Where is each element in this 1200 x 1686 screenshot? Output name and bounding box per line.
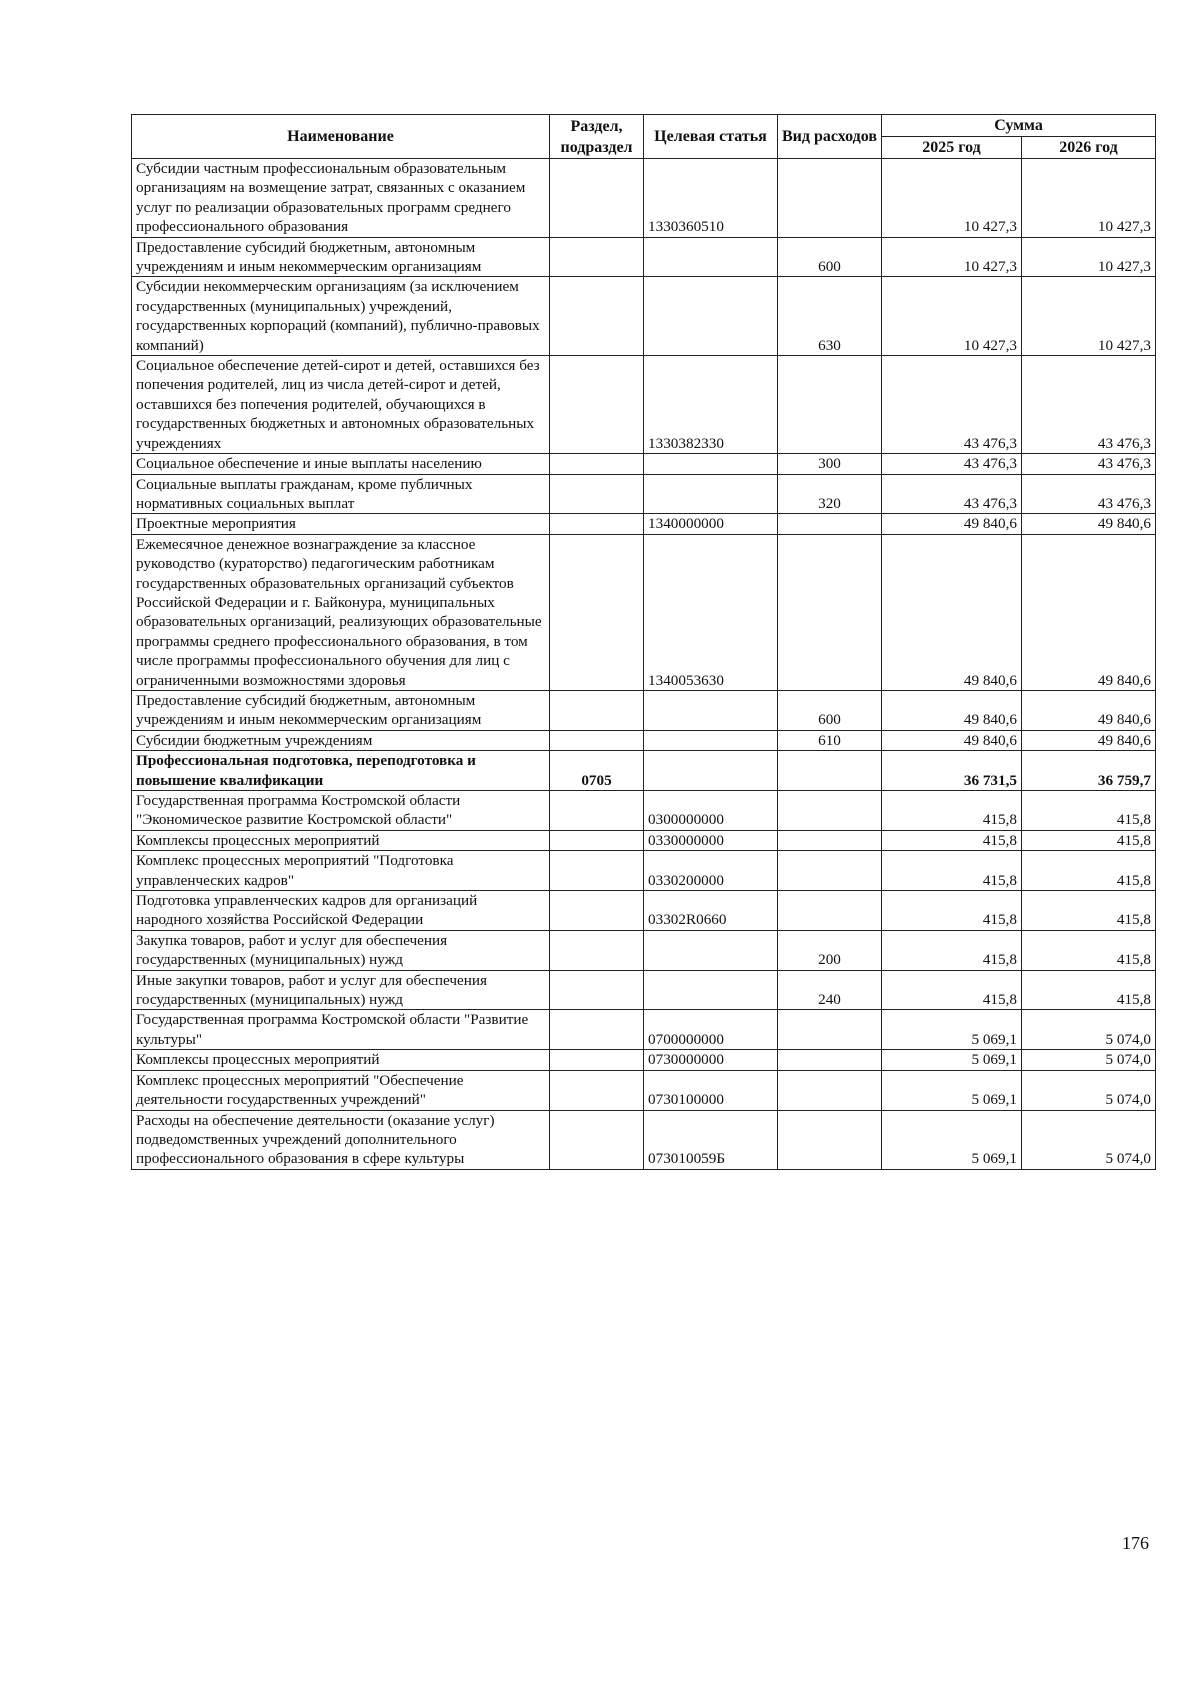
cell-name: Подготовка управленческих кадров для организаций народного хозяйства Российской Федерации: [132, 891, 550, 931]
cell-name: Государственная программа Костромской области "Развитие культуры": [132, 1010, 550, 1050]
table-row: [132, 1070, 1156, 1110]
cell-target-code: 0300000000: [644, 791, 778, 831]
cell-target-code: [644, 930, 778, 970]
cell-section: [550, 690, 644, 730]
table-row: [132, 690, 1156, 730]
cell-sum-2025: 5 069,1: [882, 1110, 1022, 1169]
cell-sum-2025: 415,8: [882, 891, 1022, 931]
cell-sum-2026: 36 759,7: [1022, 751, 1156, 791]
cell-sum-2025: 49 840,6: [882, 690, 1022, 730]
cell-expense-kind: [778, 791, 882, 831]
cell-sum-2025: 5 069,1: [882, 1070, 1022, 1110]
table-row: [132, 1050, 1156, 1070]
cell-name: Проектные мероприятия: [132, 514, 550, 534]
cell-target-code: [644, 237, 778, 277]
cell-name: Предоставление субсидий бюджетным, автономным учреждениям и иным некоммерческим организациям: [132, 690, 550, 730]
cell-sum-2026: 49 840,6: [1022, 534, 1156, 690]
table-row: [132, 891, 1156, 931]
cell-section: [550, 930, 644, 970]
table-row: [132, 474, 1156, 514]
cell-sum-2025: 36 731,5: [882, 751, 1022, 791]
cell-section: [550, 1070, 644, 1110]
cell-target-code: 1340053630: [644, 534, 778, 690]
cell-expense-kind: 300: [778, 454, 882, 474]
cell-target-code: 0700000000: [644, 1010, 778, 1050]
cell-expense-kind: 320: [778, 474, 882, 514]
cell-expense-kind: [778, 830, 882, 850]
table-row: [132, 970, 1156, 1010]
cell-sum-2026: 415,8: [1022, 791, 1156, 831]
cell-expense-kind: 200: [778, 930, 882, 970]
header-section: Раздел, подраздел: [550, 115, 644, 159]
cell-sum-2026: 49 840,6: [1022, 514, 1156, 534]
cell-name: Государственная программа Костромской области "Экономическое развитие Костромской области": [132, 791, 550, 831]
cell-section: [550, 1010, 644, 1050]
table-row: [132, 830, 1156, 850]
cell-name: Предоставление субсидий бюджетным, автономным учреждениям и иным некоммерческим организациям: [132, 237, 550, 277]
cell-target-code: [644, 690, 778, 730]
cell-sum-2026: 415,8: [1022, 970, 1156, 1010]
table-row: [132, 1110, 1156, 1169]
cell-expense-kind: [778, 1010, 882, 1050]
header-year-2025: 2025 год: [882, 137, 1022, 159]
cell-sum-2026: 10 427,3: [1022, 159, 1156, 238]
cell-sum-2025: 43 476,3: [882, 454, 1022, 474]
cell-target-code: 0330200000: [644, 851, 778, 891]
cell-sum-2025: 49 840,6: [882, 534, 1022, 690]
header-target: Целевая статья: [644, 115, 778, 159]
cell-sum-2025: 10 427,3: [882, 159, 1022, 238]
cell-sum-2026: 415,8: [1022, 930, 1156, 970]
cell-name: Комплекс процессных мероприятий "Обеспечение деятельности государственных учреждений": [132, 1070, 550, 1110]
cell-expense-kind: [778, 356, 882, 454]
cell-target-code: [644, 751, 778, 791]
cell-expense-kind: [778, 1070, 882, 1110]
cell-target-code: 0330000000: [644, 830, 778, 850]
cell-section: [550, 514, 644, 534]
table-row: [132, 1010, 1156, 1050]
cell-target-code: 03302R0660: [644, 891, 778, 931]
header-row-1: [132, 115, 1156, 137]
cell-name: Закупка товаров, работ и услуг для обеспечения государственных (муниципальных) нужд: [132, 930, 550, 970]
table-row: [132, 751, 1156, 791]
cell-sum-2026: 43 476,3: [1022, 356, 1156, 454]
cell-sum-2025: 43 476,3: [882, 474, 1022, 514]
table-row: [132, 237, 1156, 277]
cell-section: [550, 891, 644, 931]
cell-sum-2026: 43 476,3: [1022, 454, 1156, 474]
table-row: [132, 277, 1156, 356]
cell-sum-2025: 415,8: [882, 830, 1022, 850]
cell-expense-kind: [778, 514, 882, 534]
cell-expense-kind: 610: [778, 730, 882, 750]
table-row: [132, 454, 1156, 474]
table-row: [132, 159, 1156, 238]
cell-sum-2026: 415,8: [1022, 830, 1156, 850]
cell-sum-2026: 10 427,3: [1022, 237, 1156, 277]
cell-name: Расходы на обеспечение деятельности (оказание услуг) подведомственных учреждений дополнительного профессионального образования в сфере культуры: [132, 1110, 550, 1169]
cell-sum-2025: 415,8: [882, 930, 1022, 970]
cell-expense-kind: [778, 1110, 882, 1169]
cell-name: Ежемесячное денежное вознаграждение за классное руководство (кураторство) педагогическим работникам государственных образовательных организаций субъектов Российской Федерации и г. Байконура, муниципальных образовательных организаций, реализующих образовательные программы среднего профессионального образования, в том числе программы профессионального обучения для лиц с ограниченными возможностями здоровья: [132, 534, 550, 690]
budget-table: [131, 114, 1156, 1170]
cell-section: [550, 159, 644, 238]
cell-sum-2025: 43 476,3: [882, 356, 1022, 454]
cell-target-code: 1330360510: [644, 159, 778, 238]
cell-sum-2026: 10 427,3: [1022, 277, 1156, 356]
cell-target-code: [644, 474, 778, 514]
cell-target-code: 0730000000: [644, 1050, 778, 1070]
cell-sum-2026: 415,8: [1022, 891, 1156, 931]
cell-target-code: 0730100000: [644, 1070, 778, 1110]
page-number: 176: [1122, 1533, 1149, 1553]
cell-sum-2025: 49 840,6: [882, 514, 1022, 534]
cell-section: [550, 791, 644, 831]
cell-expense-kind: [778, 1050, 882, 1070]
cell-section: [550, 1110, 644, 1169]
cell-expense-kind: [778, 534, 882, 690]
cell-sum-2025: 5 069,1: [882, 1010, 1022, 1050]
cell-section: [550, 277, 644, 356]
cell-section: [550, 237, 644, 277]
table-row: [132, 730, 1156, 750]
cell-sum-2025: 10 427,3: [882, 277, 1022, 356]
cell-section: [550, 356, 644, 454]
cell-target-code: 073010059Б: [644, 1110, 778, 1169]
cell-expense-kind: 600: [778, 237, 882, 277]
cell-section: [550, 1050, 644, 1070]
cell-section: [550, 970, 644, 1010]
cell-name: Иные закупки товаров, работ и услуг для обеспечения государственных (муниципальных) нужд: [132, 970, 550, 1010]
cell-sum-2026: 415,8: [1022, 851, 1156, 891]
cell-name: Субсидии частным профессиональным образовательным организациям на возмещение затрат, связанных с оказанием услуг по реализации образовательных программ среднего профессионального образования: [132, 159, 550, 238]
table-body: [132, 159, 1156, 1170]
cell-target-code: [644, 454, 778, 474]
table-row: [132, 534, 1156, 690]
cell-sum-2026: 43 476,3: [1022, 474, 1156, 514]
cell-target-code: [644, 730, 778, 750]
cell-section: 0705: [550, 751, 644, 791]
cell-section: [550, 454, 644, 474]
header-year-2026: 2026 год: [1022, 137, 1156, 159]
table-row: [132, 851, 1156, 891]
cell-section: [550, 534, 644, 690]
cell-sum-2026: 49 840,6: [1022, 730, 1156, 750]
header-kind: Вид расходов: [778, 115, 882, 159]
cell-expense-kind: [778, 751, 882, 791]
table-row: [132, 356, 1156, 454]
table-row: [132, 930, 1156, 970]
cell-expense-kind: [778, 159, 882, 238]
cell-sum-2025: 415,8: [882, 970, 1022, 1010]
cell-expense-kind: [778, 851, 882, 891]
cell-name: Комплексы процессных мероприятий: [132, 1050, 550, 1070]
cell-target-code: [644, 970, 778, 1010]
cell-expense-kind: 630: [778, 277, 882, 356]
cell-name: Комплекс процессных мероприятий "Подготовка управленческих кадров": [132, 851, 550, 891]
table-row: [132, 514, 1156, 534]
cell-expense-kind: [778, 891, 882, 931]
cell-sum-2025: 10 427,3: [882, 237, 1022, 277]
cell-section: [550, 851, 644, 891]
cell-name: Социальные выплаты гражданам, кроме публичных нормативных социальных выплат: [132, 474, 550, 514]
cell-section: [550, 830, 644, 850]
cell-section: [550, 474, 644, 514]
cell-target-code: 1340000000: [644, 514, 778, 534]
cell-sum-2025: 5 069,1: [882, 1050, 1022, 1070]
cell-name: Комплексы процессных мероприятий: [132, 830, 550, 850]
cell-name: Субсидии бюджетным учреждениям: [132, 730, 550, 750]
cell-sum-2026: 5 074,0: [1022, 1070, 1156, 1110]
cell-sum-2026: 5 074,0: [1022, 1110, 1156, 1169]
table-row: [132, 791, 1156, 831]
cell-sum-2025: 415,8: [882, 851, 1022, 891]
cell-name: Субсидии некоммерческим организациям (за исключением государственных (муниципальных) учреждений, государственных корпораций (компаний), публично-правовых компаний): [132, 277, 550, 356]
cell-sum-2026: 49 840,6: [1022, 690, 1156, 730]
cell-sum-2026: 5 074,0: [1022, 1050, 1156, 1070]
cell-target-code: [644, 277, 778, 356]
cell-name: Социальное обеспечение и иные выплаты населению: [132, 454, 550, 474]
cell-expense-kind: 240: [778, 970, 882, 1010]
cell-name: Социальное обеспечение детей-сирот и детей, оставшихся без попечения родителей, лиц из числа детей-сирот и детей, оставшихся без попечения родителей, обучающихся в государственных бюджетных и автономных образовательных учреждениях: [132, 356, 550, 454]
cell-sum-2025: 415,8: [882, 791, 1022, 831]
cell-section: [550, 730, 644, 750]
header-sum: Сумма: [882, 115, 1156, 137]
cell-sum-2025: 49 840,6: [882, 730, 1022, 750]
header-name: Наименование: [132, 115, 550, 159]
cell-sum-2026: 5 074,0: [1022, 1010, 1156, 1050]
cell-expense-kind: 600: [778, 690, 882, 730]
cell-name: Профессиональная подготовка, переподготовка и повышение квалификации: [132, 751, 550, 791]
cell-target-code: 1330382330: [644, 356, 778, 454]
